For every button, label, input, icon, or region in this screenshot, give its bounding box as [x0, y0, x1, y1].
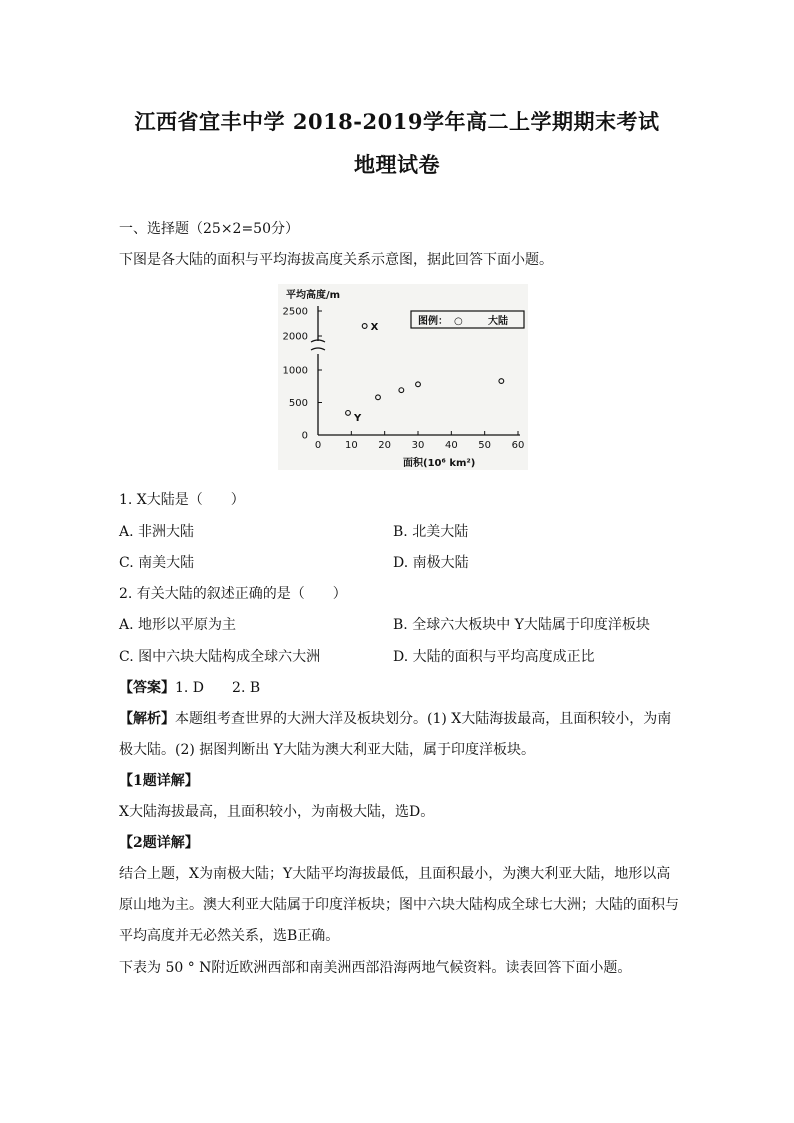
point-label-y: Y	[354, 412, 362, 424]
q1-stem: 1. X大陆是（ ）	[119, 492, 245, 508]
legend-title: 图例：	[418, 316, 448, 327]
detail2-label: 【2题详解】	[119, 835, 199, 851]
analysis-line-1	[119, 708, 671, 728]
detail2-line-2: 原山地为主。澳大利亚大陆属于印度洋板块；图中六块大陆构成全球七大洲；大陆的面积与	[119, 897, 679, 913]
y-tick-label: 1000	[282, 365, 308, 377]
answer-line	[119, 677, 260, 697]
detail2-line-3: 平均高度并无必然关系，选B正确。	[119, 928, 340, 944]
y-tick-label: 2000	[282, 331, 308, 343]
detail1-label: 【1题详解】	[119, 773, 199, 789]
exam-subject: 地理试卷	[354, 152, 440, 177]
point-label-x: X	[370, 322, 379, 333]
y-tick-label: 2500	[282, 306, 308, 318]
analysis-text-1: 本题组考查世界的大洲大洋及板块划分。(1) X大陆海拔最高，且面积较小，为南	[175, 711, 672, 727]
x-tick-label: 10	[344, 440, 358, 451]
q2-option-b: B. 全球六大板块中 Y大陆属于印度洋板块	[393, 617, 650, 633]
analysis-line-2: 极大陆。(2) 据图判断出 Y大陆为澳大利亚大陆，属于印度洋板块。	[119, 742, 535, 758]
section-intro: 下图是各大陆的面积与平均海拔高度关系示意图，据此回答下面小题。	[119, 252, 553, 268]
legend-label: 大陆	[488, 316, 508, 327]
continent-scatter-chart	[278, 284, 528, 470]
x-axis-title: 面积(10⁶ km²)	[403, 458, 476, 469]
legend-marker: ○	[454, 316, 463, 327]
q2-stem: 2. 有关大陆的叙述正确的是（ ）	[119, 586, 347, 602]
x-tick-label: 50	[478, 440, 492, 451]
q1-option-d: D. 南极大陆	[393, 555, 469, 571]
q1-option-c: C. 南美大陆	[119, 555, 195, 571]
x-tick-label: 0	[314, 440, 322, 451]
q1-option-a: A. 非洲大陆	[119, 524, 195, 540]
axis-break-mark	[311, 340, 325, 350]
continent-point	[362, 324, 367, 329]
y-axis-title: 平均高度/m	[286, 290, 341, 301]
continent-point	[399, 388, 404, 393]
q2-option-a: A. 地形以平原为主	[119, 617, 237, 633]
x-tick-label: 30	[411, 440, 425, 451]
q2-option-c: C. 图中六块大陆构成全球六大洲	[119, 649, 321, 665]
continent-point	[346, 411, 351, 416]
x-tick-label: 60	[511, 440, 525, 451]
detail2-line-1: 结合上题，X为南极大陆；Y大陆平均海拔最低，且面积最小，为澳大利亚大陆，地形以高	[119, 866, 671, 882]
continent-point	[499, 379, 504, 384]
continent-point	[416, 382, 421, 387]
next-question-intro: 下表为 50 ° N附近欧洲西部和南美洲西部沿海两地气候资料。读表回答下面小题。	[119, 960, 632, 976]
analysis-label: 【解析】	[119, 711, 175, 727]
exam-title: 江西省宜丰中学 2018-2019学年高二上学期期末考试	[134, 109, 660, 134]
q2-option-d: D. 大陆的面积与平均高度成正比	[393, 649, 595, 665]
detail1-text: X大陆海拔最高，且面积较小，为南极大陆，选D。	[119, 804, 435, 820]
x-tick-label: 40	[444, 440, 458, 451]
x-tick-label: 20	[378, 440, 392, 451]
answer-label: 【答案】	[119, 680, 175, 696]
section-heading: 一、选择题（25×2=50分）	[119, 221, 299, 237]
y-tick-label: 0	[301, 430, 308, 442]
q1-option-b: B. 北美大陆	[393, 524, 469, 540]
y-tick-label: 500	[288, 398, 308, 409]
continent-point	[376, 395, 381, 400]
answer-text: 1. D 2. B	[175, 680, 261, 696]
